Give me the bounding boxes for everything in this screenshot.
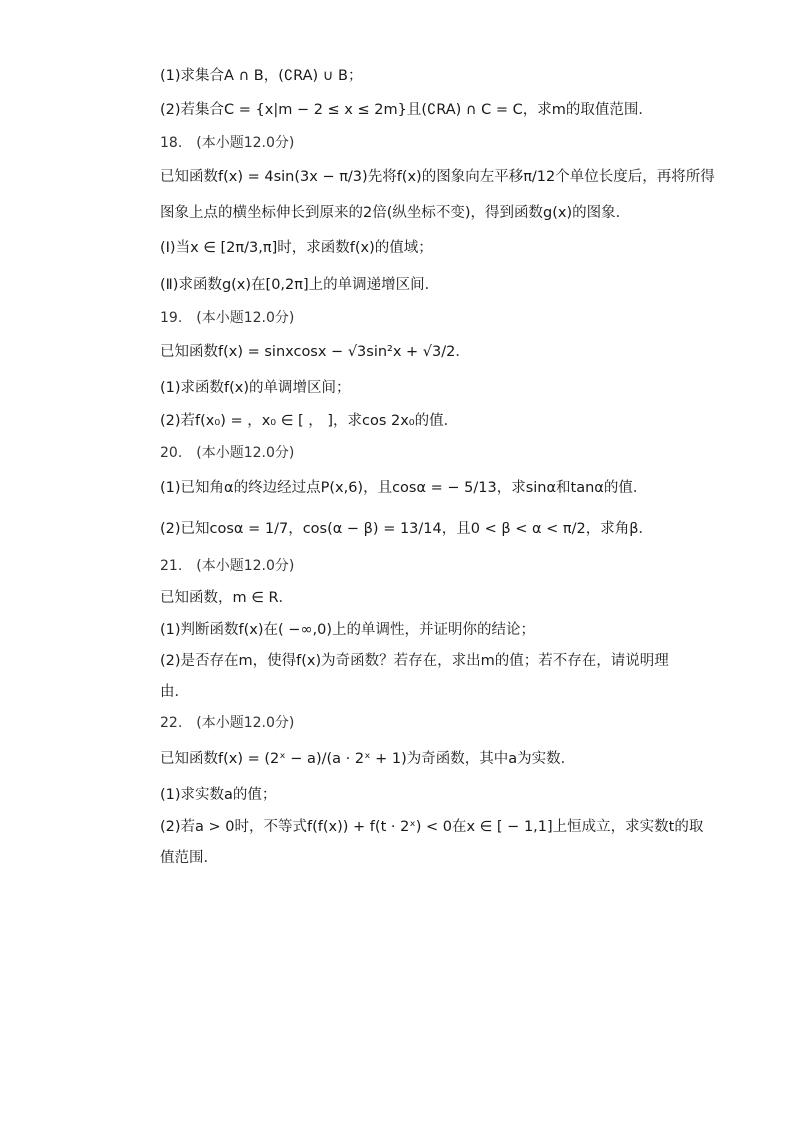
problem-19-header: 19. (本小题12.0分) xyxy=(160,310,295,326)
problem-21-part-1: (1)判断函数f(x)在( −∞,0)上的单调性，并证明你的结论； xyxy=(160,622,536,638)
problem-19-part-2: (2)若f(x₀) = ，x₀ ∈ [ ， ]，求cos 2x₀的值． xyxy=(160,413,459,429)
problem-17-part-2: (2)若集合C = {x|m − 2 ≤ x ≤ 2m}且(∁RA) ∩ C = C，求m的取值范围． xyxy=(160,102,653,118)
problem-18-part-1: (Ⅰ)当x ∈ [2π/3,π]时，求函数f(x)的值域； xyxy=(160,240,433,256)
problem-22-part-1: (1)求实数a的值； xyxy=(160,787,277,803)
problem-18-statement-line-2: 图象上点的横坐标伸长到原来的2倍(纵坐标不变)，得到函数g(x)的图象． xyxy=(160,205,631,221)
problem-22-statement: 已知函数f(x) = (2ˣ − a)/(a · 2ˣ + 1)为奇函数，其中a为实数． xyxy=(160,751,576,767)
problem-20-header: 20. (本小题12.0分) xyxy=(160,445,295,461)
problem-17-part-1: (1)求集合A ∩ B，(∁RA) ∪ B； xyxy=(160,68,363,84)
problem-18-header: 18. (本小题12.0分) xyxy=(160,135,295,151)
problem-20-part-1: (1)已知角α的终边经过点P(x,6)，且cosα = − 5/13，求sinα和tanα的值． xyxy=(160,480,648,496)
problem-18-part-2: (Ⅱ)求函数g(x)在[0,2π]上的单调递增区间． xyxy=(160,277,440,293)
problem-19-statement: 已知函数f(x) = sinxcosx − √3sin²x + √3/2． xyxy=(160,344,470,360)
problem-18-statement-line-1: 已知函数f(x) = 4sin(3x − π/3)先将f(x)的图象向左平移π/12个单位长度后，再将所得 xyxy=(160,169,715,185)
problem-20-part-2: (2)已知cosα = 1/7，cos(α − β) = 13/14，且0 < β < α < π/2，求角β． xyxy=(160,521,653,537)
problem-21-part-2-line-2: 由． xyxy=(160,684,189,700)
problem-21-statement: 已知函数，m ∈ R． xyxy=(160,590,294,606)
problem-22-part-2-line-1: (2)若a > 0时，不等式f(f(x)) + f(t · 2ˣ) < 0在x ∈ [ − 1,1]上恒成立，求实数t的取 xyxy=(160,819,704,835)
problem-19-part-1: (1)求函数f(x)的单调增区间； xyxy=(160,380,351,396)
problem-22-header: 22. (本小题12.0分) xyxy=(160,715,295,731)
problem-21-header: 21. (本小题12.0分) xyxy=(160,558,295,574)
problem-22-part-2-line-2: 值范围． xyxy=(160,850,218,866)
problem-21-part-2-line-1: (2)是否存在m，使得f(x)为奇函数？若存在，求出m的值；若不存在，请说明理 xyxy=(160,653,669,669)
